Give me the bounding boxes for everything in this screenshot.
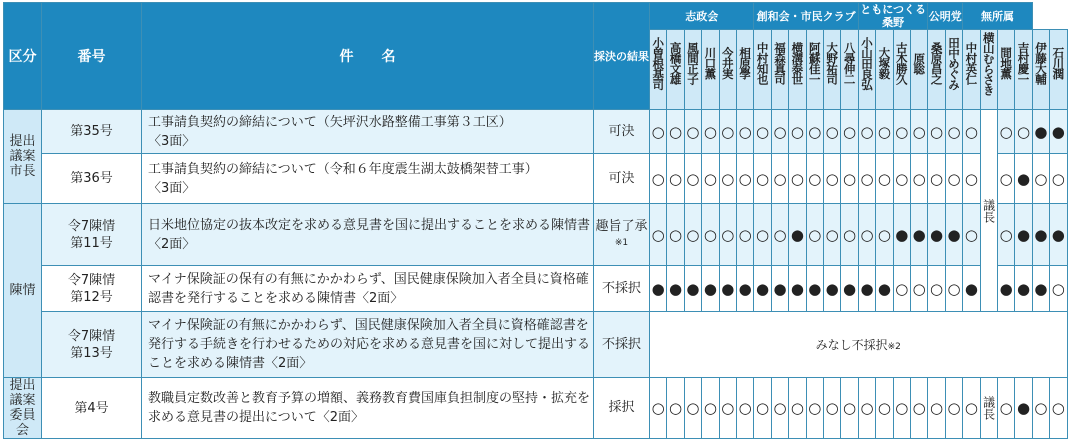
member-name-text: 川口薫 [703,47,718,79]
bill-number: 令7陳情 第12号 [42,266,142,312]
vote-against: ● [876,266,893,312]
vote-against: ● [910,204,927,266]
deemed-rejection-text: みなし不採択 [815,338,888,352]
table-row [4,110,1068,154]
vote-for: ○ [806,204,823,266]
bill-result: 不採択 [594,266,650,312]
vote-against: ● [893,204,910,266]
member-name [858,30,875,110]
member-name-text: 中村知也 [755,42,770,84]
group-header: 公明党 [928,3,963,30]
vote-for: ○ [997,154,1014,204]
header-result: 採決の結果 [594,3,650,110]
member-name [650,30,667,110]
member-name-text: 阿蘇佳一 [807,42,822,84]
result-note: ※1 [614,237,629,248]
vote-against: ● [1015,204,1032,266]
vote-for: ○ [771,110,788,154]
vote-against: ● [1032,110,1049,154]
vote-for: ○ [910,154,927,204]
vote-for: ○ [754,204,771,266]
member-name [823,30,840,110]
member-name-text: 小曽根基司 [651,36,666,90]
vote-against: ● [719,266,736,312]
member-name-text: 中村英仁 [964,42,979,84]
vote-for: ○ [667,154,684,204]
vote-for: ○ [841,378,858,439]
member-name-text: 古木勝久 [894,42,909,84]
vote-for: ○ [841,154,858,204]
vote-against: ● [928,204,945,266]
member-name-text: 横溝泰世 [790,42,805,84]
vote-for: ○ [858,204,875,266]
member-name [806,30,823,110]
vote-for: ○ [719,378,736,439]
member-name-text: 今井実 [720,47,735,79]
bill-result: 不採択 [594,312,650,378]
vote-for: ○ [771,378,788,439]
result-text: 趣旨了承 [595,218,648,234]
vote-for: ○ [702,378,719,439]
vote-against: ● [736,266,753,312]
vote-for: ○ [893,154,910,204]
vote-for: ○ [928,110,945,154]
vote-for: ○ [823,110,840,154]
vote-for: ○ [667,204,684,266]
vote-for: ○ [963,378,980,439]
vote-for: ○ [667,378,684,439]
vote-for: ○ [702,204,719,266]
member-name-text: 間地薫 [999,47,1014,79]
member-name-text: 風間正子 [685,42,700,84]
vote-against: ● [1032,204,1049,266]
vote-for: ○ [1050,154,1067,204]
vote-for: ○ [945,110,962,154]
vote-against: ● [754,266,771,312]
vote-for: ○ [876,204,893,266]
vote-against: ● [945,204,962,266]
vote-against: ● [858,266,875,312]
member-name [702,30,719,110]
vote-for: ○ [876,110,893,154]
vote-for: ○ [893,110,910,154]
vote-for: ○ [876,154,893,204]
vote-against: ● [1032,266,1049,312]
vote-for: ○ [771,204,788,266]
vote-for: ○ [702,154,719,204]
category-mayor: 提出議案 市長 [4,110,42,204]
bill-title: 教職員定数改善と教育予算の増額、義務教育費国庫負担制度の堅持・拡充を求める意見書の提出について〈2面〉 [142,378,594,439]
vote-for: ○ [997,378,1014,439]
bill-result: 可決 [594,110,650,154]
member-name [997,30,1014,110]
vote-for: ○ [736,378,753,439]
vote-against: ● [667,266,684,312]
bill-number: 令7陳情 第11号 [42,204,142,266]
member-name [667,30,684,110]
vote-for: ○ [893,378,910,439]
vote-against: ● [789,204,806,266]
member-name-text: 大野祐司 [825,42,840,84]
member-name-text: 福森真司 [772,42,787,84]
vote-for: ○ [928,154,945,204]
vote-for: ○ [945,154,962,204]
vote-against: ● [684,266,701,312]
vote-for: ○ [876,378,893,439]
vote-against: ● [1015,154,1032,204]
member-name [980,30,997,110]
bill-title: マイナ保険証の有無にかかわらず、国民健康保険加入者全員に資格確認書を発行する手続きを行わせるための対応を求める意見書を国に対して提出することを求める陳情書〈2面〉 [142,312,594,378]
bill-number: 令7陳情 第13号 [42,312,142,378]
vote-for: ○ [650,154,667,204]
vote-for: ○ [650,378,667,439]
member-name [841,30,858,110]
table-row [4,378,1068,439]
vote-against: ● [1050,204,1067,266]
member-name [789,30,806,110]
vote-for: ○ [789,378,806,439]
member-name [893,30,910,110]
chair-label: 議長 [980,110,997,312]
vote-for: ○ [736,110,753,154]
member-name-text: 横山むらさき [981,32,996,95]
vote-for: ○ [841,110,858,154]
vote-for: ○ [997,110,1014,154]
bill-title: マイナ保険証の保有の有無にかかわらず、国民健康保険加入者全員に資格確認書を発行することを求める陳情書〈2面〉 [142,266,594,312]
vote-for: ○ [650,204,667,266]
member-name-text: 田中めぐみ [946,36,961,90]
vote-for: ○ [719,204,736,266]
vote-against: ● [1015,378,1032,439]
member-name [963,30,980,110]
vote-for: ○ [928,378,945,439]
header-number: 番号 [42,3,142,110]
vote-for: ○ [823,378,840,439]
bill-title: 工事請負契約の締結について（矢坪沢水路整備工事第３工区） 〈3面〉 [142,110,594,154]
vote-against: ● [1050,110,1067,154]
group-header: 無所属 [963,3,1033,30]
vote-against: ● [702,266,719,312]
vote-for: ○ [702,110,719,154]
member-name [945,30,962,110]
vote-against: ● [1015,266,1032,312]
group-header: 志政会 [650,3,754,30]
bill-result: 採択 [594,378,650,439]
vote-for: ○ [858,110,875,154]
table-row [4,204,1068,266]
vote-against: ● [963,266,980,312]
vote-for: ○ [754,154,771,204]
member-name-text: 相原學 [738,47,753,79]
group-header: ともにつくる桑野 [860,3,926,29]
vote-for: ○ [684,378,701,439]
vote-for: ○ [806,378,823,439]
vote-for: ○ [684,110,701,154]
vote-against: ● [841,266,858,312]
vote-for: ○ [945,378,962,439]
member-name [1032,30,1049,110]
vote-for: ○ [928,266,945,312]
vote-for: ○ [736,154,753,204]
group-header: 創和会・市民クラブ [754,3,858,30]
vote-for: ○ [823,154,840,204]
header-title: 件 名 [142,3,594,110]
deemed-rejection-note: ※2 [887,342,901,352]
vote-for: ○ [684,154,701,204]
vote-for: ○ [754,378,771,439]
vote-for: ○ [945,266,962,312]
member-name [771,30,788,110]
member-name [1015,30,1032,110]
vote-for: ○ [910,266,927,312]
vote-for: ○ [789,154,806,204]
vote-for: ○ [771,154,788,204]
member-name [754,30,771,110]
vote-for: ○ [1032,378,1049,439]
vote-for: ○ [1032,154,1049,204]
category-petition: 陳情 [4,204,42,378]
vote-for: ○ [789,110,806,154]
member-name-text: 伊藤大輔 [1033,42,1048,84]
member-name [736,30,753,110]
vote-results-table [3,2,1068,439]
bill-title: 工事請負契約の締結について（令和６年度震生湖太鼓橋架替工事） 〈3面〉 [142,154,594,204]
vote-against: ● [997,266,1014,312]
vote-for: ○ [963,204,980,266]
member-name [684,30,701,110]
vote-against: ● [789,266,806,312]
vote-for: ○ [806,154,823,204]
vote-for: ○ [719,110,736,154]
vote-for: ○ [1015,110,1032,154]
vote-for: ○ [997,204,1014,266]
member-name-text: 桑原昌之 [929,42,944,84]
member-name [910,30,927,110]
table-row [4,154,1068,204]
header-category: 区分 [4,3,42,110]
member-name-text: 小山田良弘 [860,36,874,90]
member-name-text: 吉村慶一 [1016,42,1031,84]
vote-for: ○ [963,154,980,204]
member-name [719,30,736,110]
bill-result [594,204,650,266]
vote-for: ○ [684,204,701,266]
category-committee: 提出議案 委員会 [4,378,42,439]
member-name-text: 石川潤 [1051,47,1066,79]
vote-against: ● [823,266,840,312]
chair-label: 議長 [980,378,997,439]
vote-for: ○ [1050,378,1067,439]
vote-for: ○ [719,154,736,204]
vote-against: ● [771,266,788,312]
vote-against: ● [806,266,823,312]
member-name-text: 高橋文雄 [668,42,683,84]
member-name [928,30,945,110]
vote-for: ○ [910,378,927,439]
vote-for: ○ [841,204,858,266]
vote-for: ○ [754,110,771,154]
member-name-text: 大塚毅 [877,47,892,79]
table-row [4,312,1068,378]
bill-title: 日米地位協定の抜本改定を求める意見書を国に提出することを求める陳情書〈2面〉 [142,204,594,266]
vote-for: ○ [667,110,684,154]
vote-for: ○ [893,266,910,312]
member-name-text: 原聡 [912,52,927,74]
vote-for: ○ [858,154,875,204]
vote-for: ○ [858,378,875,439]
deemed-rejection [650,312,1068,378]
vote-for: ○ [806,110,823,154]
member-name-text: 八尋伸二 [842,42,857,84]
bill-number: 第35号 [42,110,142,154]
bill-number: 第4号 [42,378,142,439]
member-name [1050,30,1067,110]
vote-for: ○ [823,204,840,266]
member-name [876,30,893,110]
vote-for: ○ [1050,266,1067,312]
table-row [4,266,1068,312]
vote-for: ○ [963,110,980,154]
vote-against: ● [650,266,667,312]
bill-result: 可決 [594,154,650,204]
bill-number: 第36号 [42,154,142,204]
vote-for: ○ [910,110,927,154]
vote-for: ○ [650,110,667,154]
vote-for: ○ [736,204,753,266]
